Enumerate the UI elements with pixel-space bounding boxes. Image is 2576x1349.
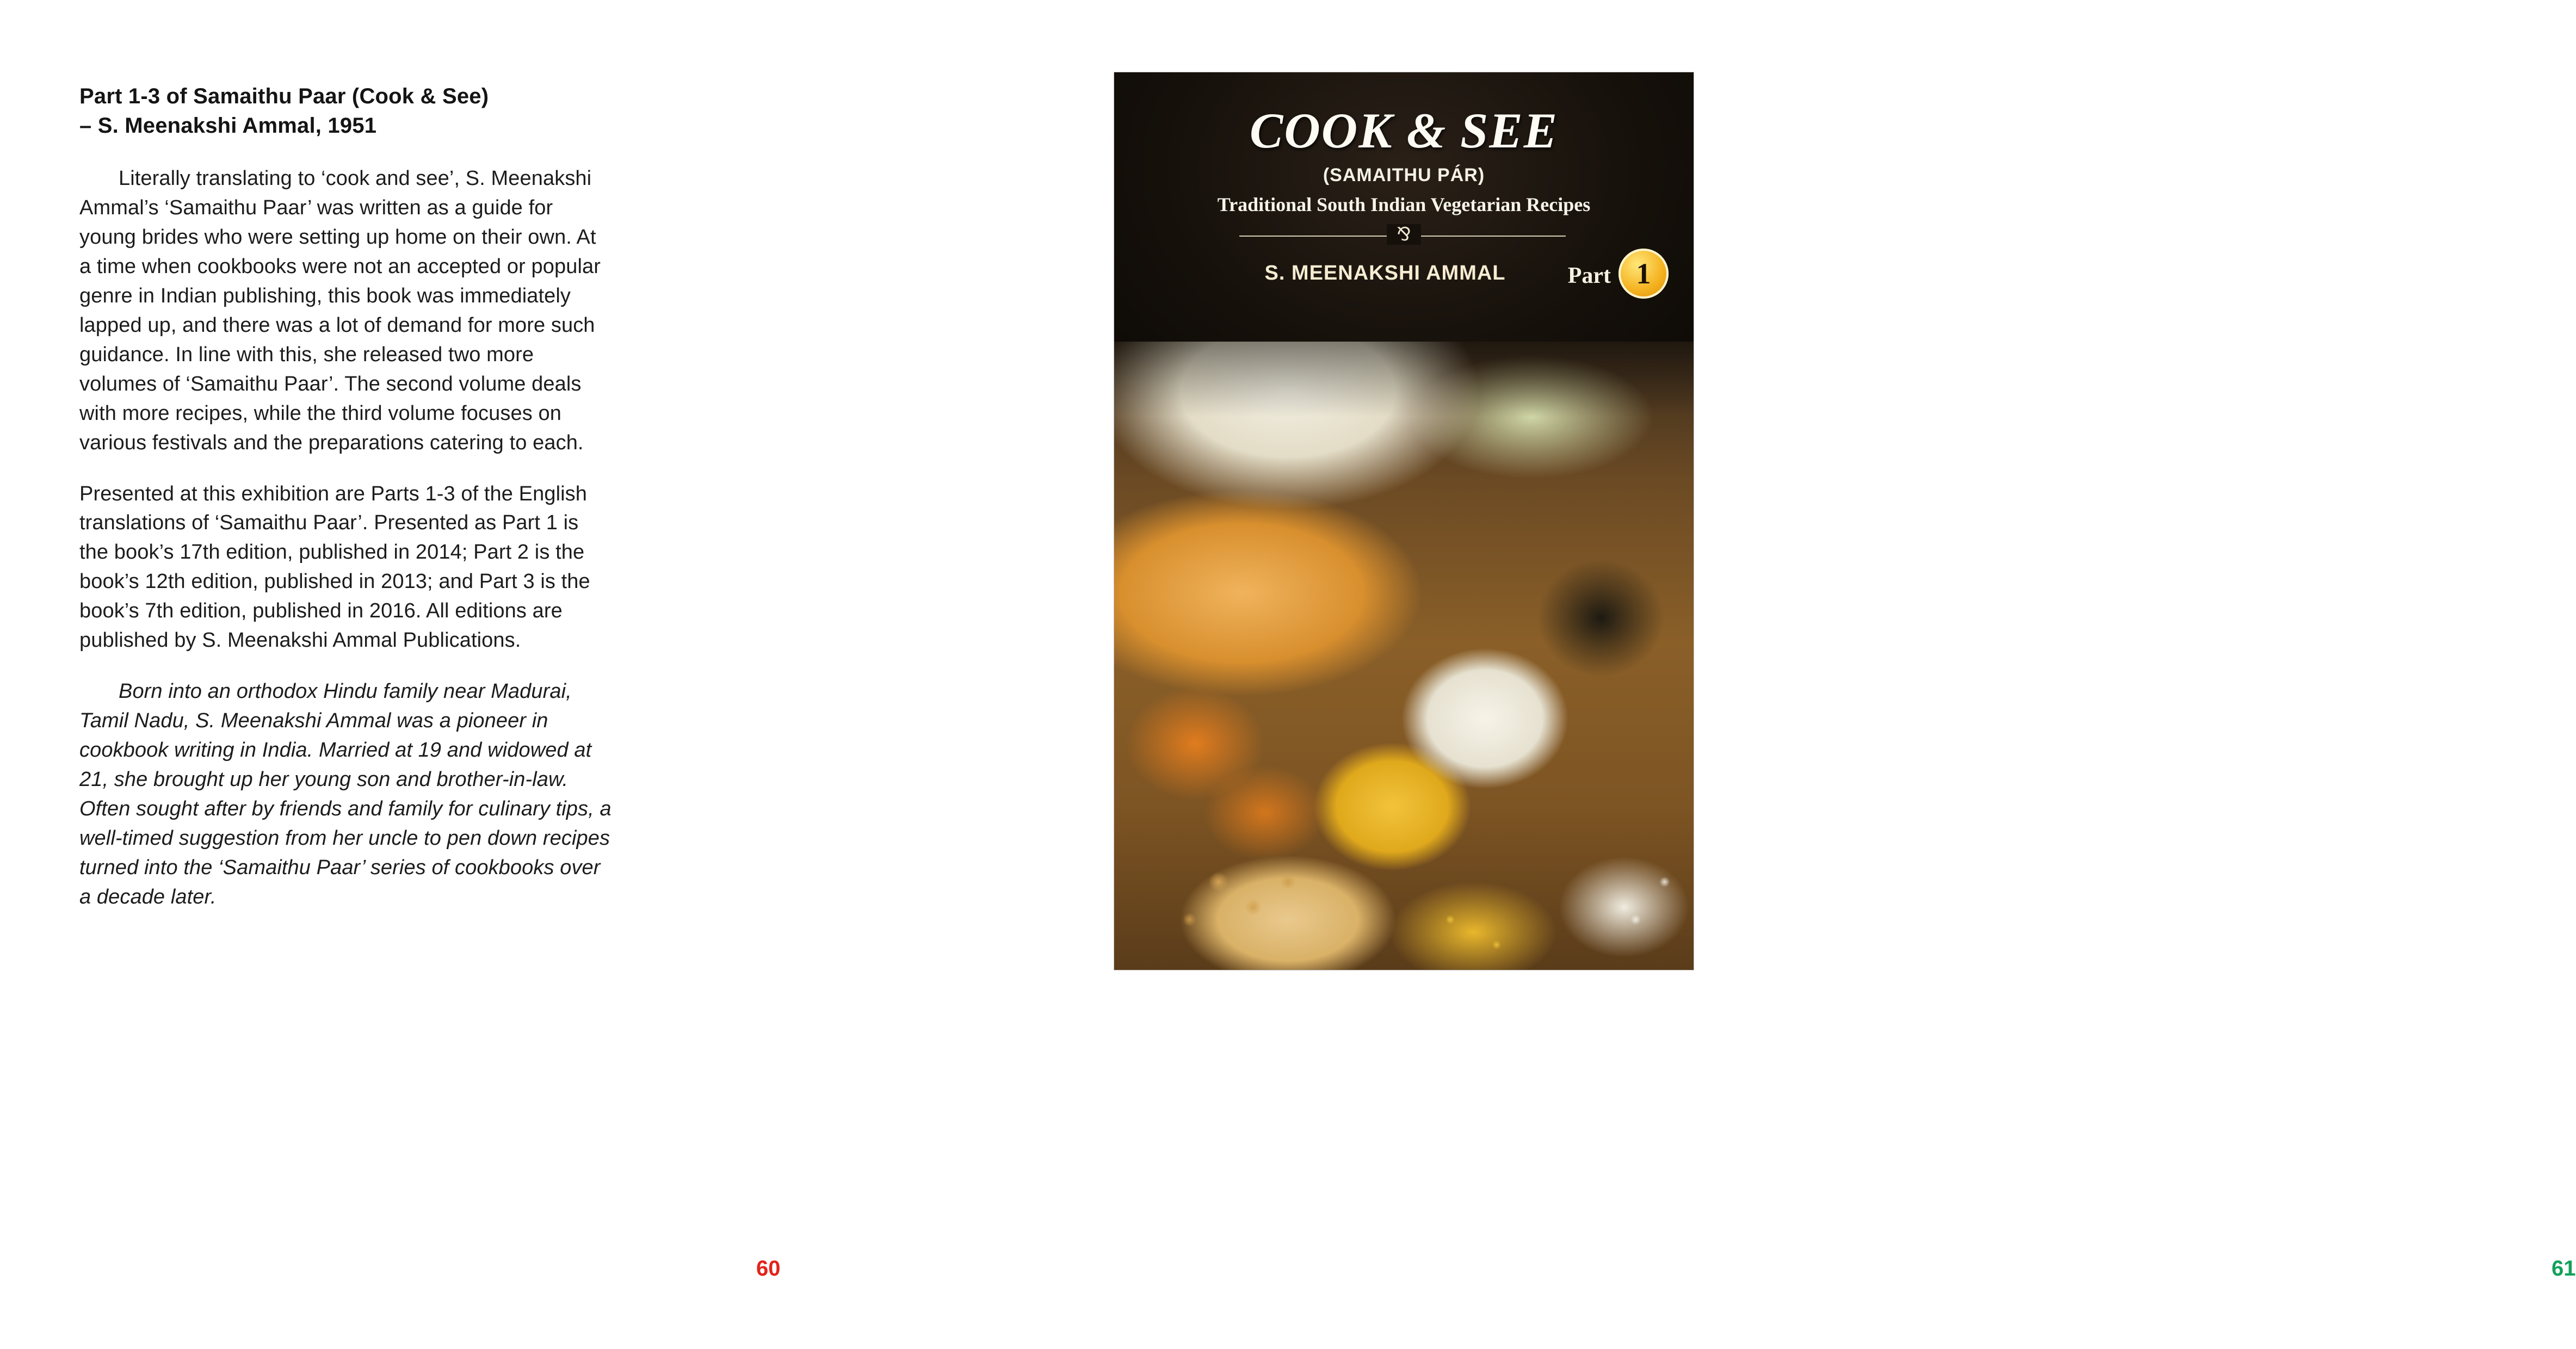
book-cover-subtitle: (SAMAITHU PÁR) xyxy=(1323,165,1485,185)
page-title-line-1: Part 1-3 of Samaithu Paar (Cook & See) xyxy=(79,84,489,108)
page-title xyxy=(79,82,613,140)
right-page xyxy=(898,0,2576,1349)
article-text-column xyxy=(79,82,613,934)
paragraph-1: Literally translating to ‘cook and see’, S. Meenakshi Ammal’s ‘Samaithu Paar’ was written as a guide for young brides who were setting up home on their own. At a time when cookbooks were not an accepted or popular genre in Indian publishing, this book was immediately lapped up, and there was a lot of demand for more such guidance. In line with this, she released two more volumes of ‘Samaithu Paar’. The second volume deals with more recipes, while the third volume focuses on various festivals and the preparations catering to each. xyxy=(79,167,601,454)
page-number-left: 60 xyxy=(756,1257,781,1280)
book-cover-image xyxy=(1114,72,1694,970)
paragraph-2: Presented at this exhibition are Parts 1-3 of the English translations of ‘Samaithu Paar’. Presented as Part 1 is the book’s 17th edition, published in 2014; Part 2 is the book’s 12th edition, published in 2013; and Part 3 is the book’s 7th edition, published in 2016. All editions are published by S. Meenakshi Ammal Publications. xyxy=(79,482,590,652)
book-cover-food-photograph xyxy=(1114,342,1694,970)
book-cover-tagline: Traditional South Indian Vegetarian Recipes xyxy=(1217,194,1591,215)
ornament-icon xyxy=(1114,224,1694,245)
part-number-badge: 1 xyxy=(1619,249,1669,299)
book-cover-author: S. MEENAKSHI AMMAL xyxy=(1264,262,1506,284)
book-cover-title: COOK & SEE xyxy=(1249,103,1559,158)
ornament-glyph: ⅋ xyxy=(1387,224,1421,245)
paragraph-3-biography: Born into an orthodox Hindu family near Madurai, Tamil Nadu, S. Meenakshi Ammal was a pioneer in cookbook writing in India. Married at 19 and widowed at 21, she brought up her young son and brother-in-law. Often sought after by friends and family for culinary tips, a well-timed suggestion from her uncle to pen down recipes turned into the ‘Samaithu Paar’ series of cookbooks over a decade later. xyxy=(79,680,611,908)
book-cover-part-label: Part xyxy=(1567,263,1611,288)
page-number-right: 61 xyxy=(2552,1257,2576,1280)
left-page xyxy=(0,0,898,1349)
photo-shadow-overlay xyxy=(1114,342,1694,970)
page-title-line-2: – S. Meenakshi Ammal, 1951 xyxy=(79,114,377,138)
